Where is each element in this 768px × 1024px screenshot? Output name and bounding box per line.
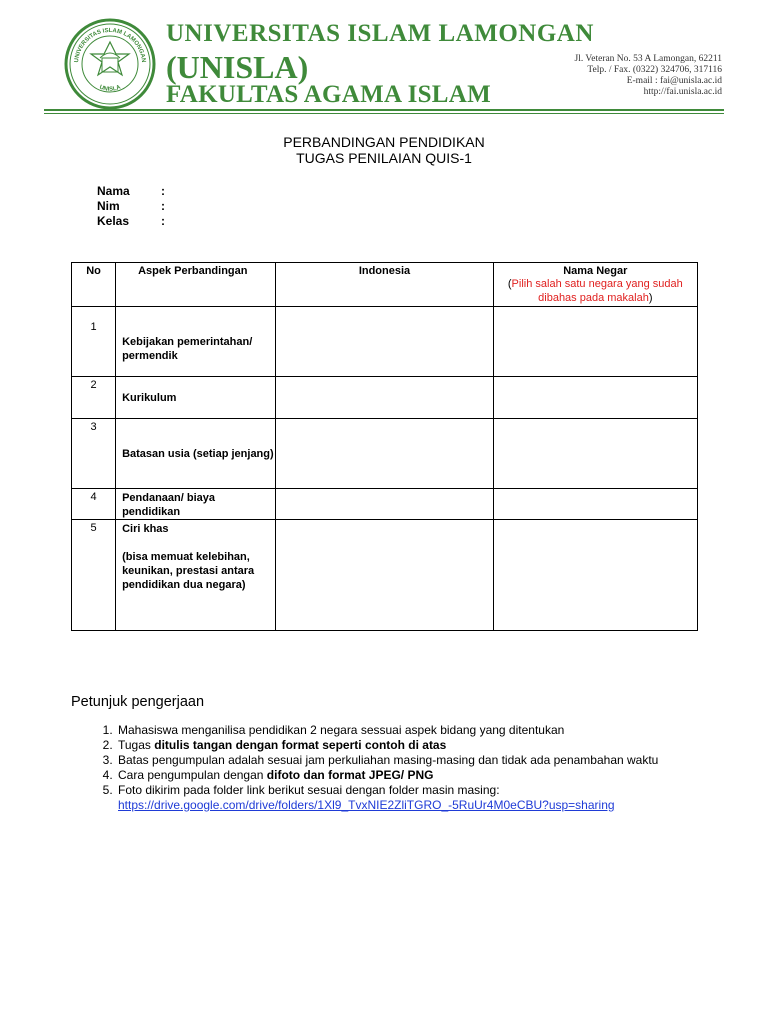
header-aspek: Aspek Perbandingan xyxy=(116,263,276,307)
row-aspek: Pendanaan/ biaya pendidikan xyxy=(116,489,276,520)
row-indonesia-cell[interactable] xyxy=(276,377,493,419)
row-aspek-detail: (bisa memuat kelebihan, keunikan, prestasi antara pendidikan dua negara) xyxy=(122,551,255,591)
row-number: 2 xyxy=(72,377,116,419)
header-nama-negara-label: Nama Negar xyxy=(563,265,628,277)
address-email: E-mail : fai@unisla.ac.id xyxy=(626,76,722,86)
logo-bottom-text: UNISLA xyxy=(98,84,122,93)
svg-text:UNISLA xyxy=(98,84,122,93)
row-aspek: Ciri khas xyxy=(122,523,169,535)
table-row xyxy=(72,419,698,489)
header-negara-note: (Pilih salah satu negara yang sudah dibahas pada makalah) xyxy=(507,278,683,304)
letterhead-rule-thick xyxy=(44,109,724,111)
row-indonesia-cell[interactable] xyxy=(276,419,493,489)
university-abbreviation: (UNISLA) xyxy=(166,49,309,85)
drive-folder-link[interactable]: https://drive.google.com/drive/folders/1Xl9_TvxNIE2ZliTGRO_-5RuUr4M0eCBU?usp=sharing xyxy=(118,798,615,812)
letterhead-rule-thin xyxy=(44,113,724,114)
header-indonesia: Indonesia xyxy=(276,263,493,307)
university-logo-icon xyxy=(64,18,156,110)
nim-label: Nim xyxy=(97,199,120,213)
row-indonesia-cell[interactable] xyxy=(276,307,493,377)
table-row xyxy=(72,377,698,419)
row-aspek: Batasan usia (setiap jenjang) xyxy=(116,419,276,489)
row-negara-cell[interactable] xyxy=(493,520,697,631)
instruction-item: 5. Foto dikirim pada folder link berikut sesuai dengan folder masin masing: https://drive.google.com/drive/folders/1Xl9_TvxNIE2ZliTGRO_-5RuUr4M0eCBU?usp=sharing xyxy=(116,783,756,813)
nim-colon: : xyxy=(161,199,165,213)
header-nama-negara xyxy=(493,263,697,307)
row-aspek: Kebijakan pemerintahan/ permendik xyxy=(116,307,276,377)
kelas-colon: : xyxy=(161,214,165,228)
instruction-item: 3. Batas pengumpulan adalah sesuai jam perkuliahan masing-masing dan tidak ada penambahan waktu xyxy=(116,753,756,768)
row-aspek-cell xyxy=(116,520,276,631)
address-street: Jl. Veteran No. 53 A Lamongan, 62211 xyxy=(574,54,722,64)
document-subtitle: TUGAS PENILAIAN QUIS-1 xyxy=(296,150,472,166)
row-number: 3 xyxy=(72,419,116,489)
address-phone: Telp. / Fax. (0322) 324706, 317116 xyxy=(587,65,722,75)
header-no: No xyxy=(72,263,116,307)
nama-label: Nama xyxy=(97,184,130,198)
instruction-item: 4. Cara pengumpulan dengan difoto dan format JPEG/ PNG xyxy=(116,768,756,783)
table-row xyxy=(72,489,698,520)
university-name: UNIVERSITAS ISLAM LAMONGAN xyxy=(166,20,594,47)
table-row xyxy=(72,307,698,377)
row-negara-cell[interactable] xyxy=(493,489,697,520)
address-website: http://fai.unisla.ac.id xyxy=(643,87,722,97)
row-negara-cell[interactable] xyxy=(493,377,697,419)
kelas-label: Kelas xyxy=(97,214,130,228)
instructions-title: Petunjuk pengerjaan xyxy=(71,694,205,710)
row-aspek: Kurikulum xyxy=(116,377,276,419)
row-number: 4 xyxy=(72,489,116,520)
table-header-row xyxy=(72,263,698,307)
row-negara-cell[interactable] xyxy=(493,307,697,377)
row-indonesia-cell[interactable] xyxy=(276,489,493,520)
logo-ring-text: UNIVERSITAS ISLAM LAMONGAN xyxy=(73,27,147,63)
letterhead xyxy=(60,12,728,112)
address-block xyxy=(575,54,723,98)
row-negara-cell[interactable] xyxy=(493,419,697,489)
table-row xyxy=(72,520,698,631)
row-number: 1 xyxy=(72,307,116,377)
comparison-table xyxy=(71,262,698,631)
instruction-item: 2. Tugas ditulis tangan dengan format seperti contoh di atas xyxy=(116,738,756,753)
row-number: 5 xyxy=(72,520,116,631)
nama-colon: : xyxy=(161,184,165,198)
row-indonesia-cell[interactable] xyxy=(276,520,493,631)
instruction-item: 1. Mahasiswa menganilisa pendidikan 2 negara sessuai aspek bidang yang ditentukan xyxy=(116,723,756,738)
document-title: PERBANDINGAN PENDIDIKAN xyxy=(283,134,485,150)
faculty-name: FAKULTAS AGAMA ISLAM xyxy=(166,81,492,108)
instructions-list xyxy=(71,723,756,813)
